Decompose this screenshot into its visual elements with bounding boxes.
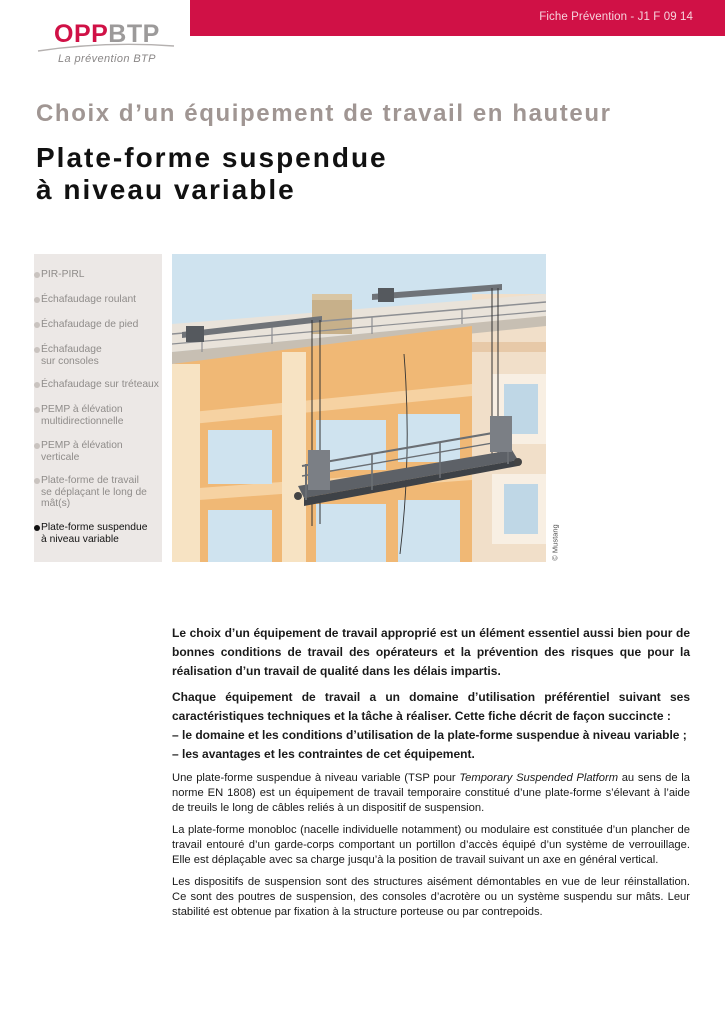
sidebar-item-label: Échafaudage roulant [41,294,137,305]
sidebar-item [34,319,162,331]
sidebar-item-label: Échafaudage de pied [41,319,139,330]
sidebar-item [34,440,162,463]
sidebar-item-label: Plate-forme de travail [41,475,139,486]
fiche-reference: Fiche Prévention - J1 F 09 14 [539,11,693,23]
suspended-platform-drawing [172,254,546,562]
sidebar-item-label: PIR-PIRL [41,269,85,280]
bullet-icon [34,407,40,413]
logo-wordmark: OPPBTP [54,20,160,48]
bullet-icon [34,297,40,303]
sidebar-item-label: sur consoles [41,355,99,367]
bullet-icon [34,443,40,449]
sidebar-item-label: à niveau variable [41,533,119,545]
intro-list-item: – les avantages et les contraintes de cet équipement. [172,747,475,761]
bullet-icon [34,382,40,388]
sidebar-item-label: Échafaudage [41,344,102,355]
bullet-icon [34,322,40,328]
sidebar-item-label: PEMP à élévation [41,440,123,451]
platform-illustration [172,254,546,562]
sidebar-item [34,475,162,510]
sidebar-item-label: se déplaçant le long de [41,486,147,498]
body-section [172,771,690,927]
sidebar-item-label: Plate-forme suspendue [41,522,148,533]
bullet-icon [34,525,40,531]
page-title: Plate-forme suspendue à niveau variable [36,142,388,205]
intro-paragraph-2: Chaque équipement de travail a un domaine d’utilisation préférentiel suivant ses caractéristiques techniques et la tâche à réaliser. Cette fiche décrit de façon succincte : – le domaine et les conditions d’utilisation de la plate-forme suspendue à niveau variable ; – les avantages et les contraintes de cet équipement. [172,688,690,764]
equipment-sidebar [34,254,162,562]
sidebar-item [34,294,162,306]
sidebar-item-label: verticale [41,451,80,463]
sidebar-item-label: mât(s) [41,498,71,509]
bullet-icon [34,478,40,484]
sidebar-item [34,404,162,427]
bullet-icon [34,347,40,353]
sidebar-item [34,269,162,281]
body-paragraph-1: Une plate-forme suspendue à niveau variable (TSP pour Temporary Suspended Platform au sens de la norme EN 1808) est un équipement de travail temporaire constitué d’une plate-forme s’élevant à l’aide de treuils le long de câbles reliés à un dispositif de suspension. [172,772,690,814]
sidebar-item-label: PEMP à élévation [41,404,123,415]
intro-section [172,624,690,771]
bullet-icon [34,272,40,278]
sidebar-item [34,344,162,367]
body-paragraph-3: Les dispositifs de suspension sont des structures aisément démontables en vue de leur réinstallation. Ce sont des poutres de suspension, des consoles d’acrotère ou un système suspendu sur mâts. Leur stabilité est obtenue par fixation à la structure porteuse ou par contrepoids. [172,876,690,918]
intro-paragraph-1: Le choix d’un équipement de travail approprié est un élément essentiel aussi bien pour de bonnes conditions de travail des opérateurs et la prévention des risques que pour la réalisation d’un travail de qualité dans les délais impartis. [172,626,690,678]
body-paragraph-2: La plate-forme monobloc (nacelle individuelle notamment) ou modulaire est constituée d’un plancher de travail entouré d’un garde-corps comportant un portillon d’accès équipé d’un système de verrouillage. Elle est déplaçable avec sa charge jusqu’à la position de travail suivant un axe en général vertical. [172,824,690,866]
sidebar-item-label: multidirectionnelle [41,415,124,427]
section-kicker: Choix d’un équipement de travail en hauteur [36,100,612,127]
sidebar-item-label: Échafaudage sur tréteaux [41,379,159,390]
sidebar-item [34,522,162,545]
logo [0,0,190,74]
sidebar-item [34,379,162,391]
photo-credit: © Mustang [550,524,560,561]
intro-list-item: – le domaine et les conditions d’utilisation de la plate-forme suspendue à niveau variable ; [172,728,687,742]
logo-tagline: La prévention BTP [58,53,156,65]
